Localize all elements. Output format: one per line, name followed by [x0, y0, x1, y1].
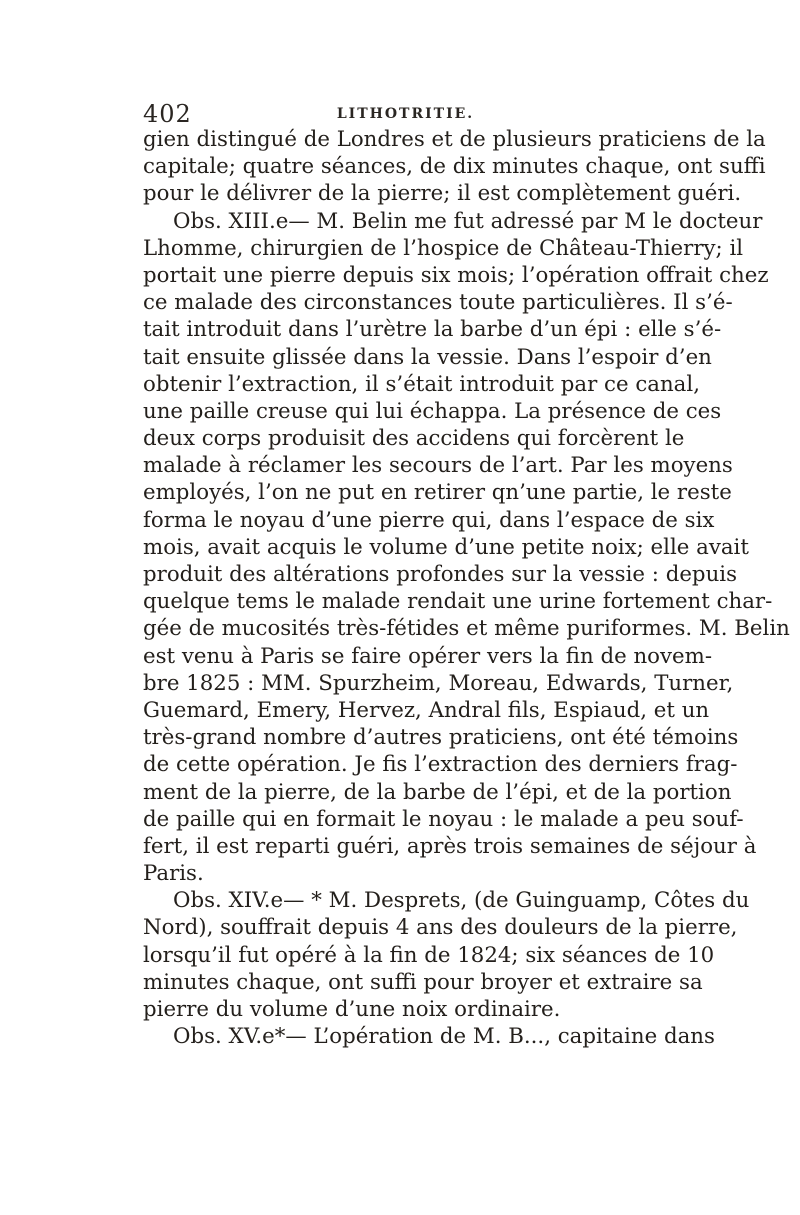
text-line: obtenir l’extraction, il s’était introduit par ce canal, — [143, 371, 700, 397]
text-line: gée de mucosités très-fétides et même puriformes. M. Belin — [143, 616, 790, 642]
running-title: LITHOTRITIE. — [336, 106, 475, 122]
text-line: tait introduit dans l’urètre la barbe d’un épi : elle s’é- — [143, 317, 722, 343]
text-line: pierre du volume d’une noix ordinaire. — [143, 997, 561, 1022]
text-line: quelque tems le malade rendait une urine fortement char- — [143, 589, 773, 615]
text-line: lorsqu’il fut opéré à la fin de 1824; six séances de 10 — [143, 942, 715, 968]
text-line: très-grand nombre d’autres praticiens, ont été témoins — [143, 725, 739, 751]
text-line: Guemard, Emery, Hervez, Andral fils, Espiaud, et un — [143, 697, 710, 723]
text-line: gien distingué de Londres et de plusieurs praticiens de la — [143, 127, 766, 152]
text-line: Paris. — [143, 861, 204, 887]
text-line: deux corps produisit des accidens qui forcèrent le — [143, 426, 685, 452]
page-number: 402 — [143, 100, 192, 128]
text-line: de cette opération. Je fis l’extraction des derniers frag- — [143, 752, 738, 778]
text-line: Obs. XIII.e— M. Belin me fut adressé par M le docteur — [173, 208, 763, 234]
text-line: ce malade des circonstances toute particulières. Il s’é- — [143, 290, 733, 316]
text-line: employés, l’on ne put en retirer qn’une partie, le reste — [143, 480, 732, 506]
text-line: fert, il est reparti guéri, après trois semaines de séjour à — [143, 833, 757, 859]
text-line: Lhomme, chirurgien de l’hospice de Château-Thierry; il — [143, 235, 744, 261]
text-line: bre 1825 : MM. Spurzheim, Moreau, Edwards, Turner, — [143, 670, 734, 696]
text-line: est venu à Paris se faire opérer vers la fin de novem- — [143, 643, 713, 669]
text-line: minutes chaque, ont suffi pour broyer et extraire sa — [143, 969, 703, 995]
text-line: Nord), souffrait depuis 4 ans des douleurs de la pierre, — [143, 915, 738, 941]
text-line: tait ensuite glissée dans la vessie. Dans l’espoir d’en — [143, 344, 712, 370]
text-line: ment de la pierre, de la barbe de l’épi, et de la portion — [143, 779, 732, 805]
text-line: portait une pierre depuis six mois; l’opération offrait chez — [143, 262, 769, 288]
text-line: produit des altérations profondes sur la vessie : depuis — [143, 562, 738, 587]
text-line: de paille qui en formait le noyau : le malade a peu souf- — [143, 806, 744, 832]
text-line: malade à réclamer les secours de l’art. Par les moyens — [143, 453, 733, 479]
text-line: Obs. XV.e*— L’opération de M. B..., capitaine dans — [173, 1024, 715, 1050]
text-line: Obs. XIV.e— * M. Desprets, (de Guinguamp, Côtes du — [173, 888, 750, 914]
text-line: une paille creuse qui lui échappa. La présence de ces — [143, 398, 722, 424]
text-line: forma le noyau d’une pierre qui, dans l’espace de six — [143, 507, 715, 533]
text-line: mois, avait acquis le volume d’une petite noix; elle avait — [143, 534, 749, 560]
text-line: pour le délivrer de la pierre; il est complètement guéri. — [143, 181, 742, 207]
text-line: capitale; quatre séances, de dix minutes chaque, ont suffi — [143, 154, 766, 180]
body-text — [143, 126, 790, 1050]
